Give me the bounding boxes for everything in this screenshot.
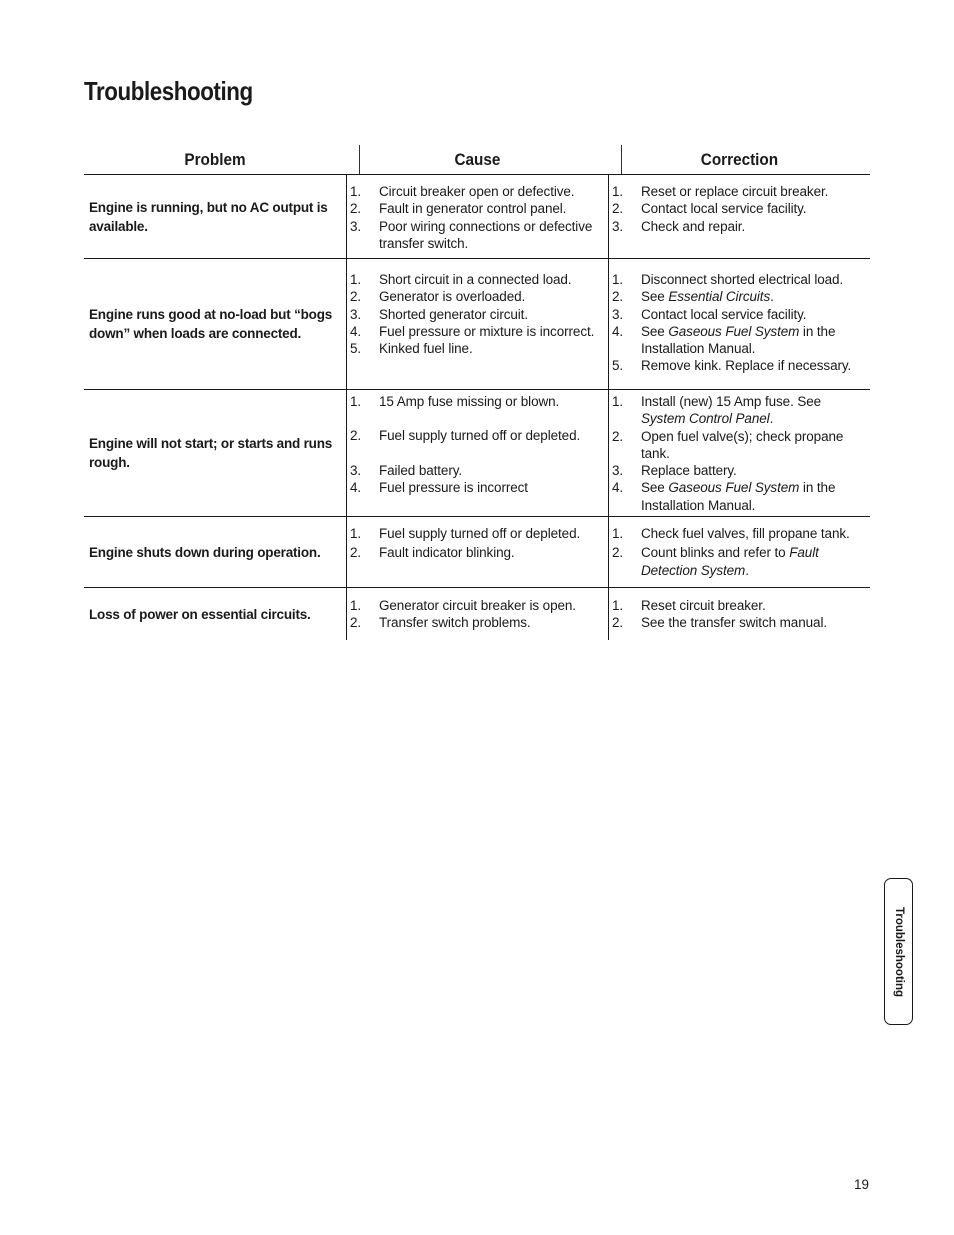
correction-cell <box>608 259 870 389</box>
list-item <box>350 427 608 444</box>
section-side-tab <box>884 878 913 1025</box>
list-item <box>612 428 870 463</box>
item-number: 2. <box>350 544 362 560</box>
correction-cell <box>608 390 870 516</box>
item-number: 2. <box>350 615 362 631</box>
item-number: 4. <box>350 479 362 495</box>
list-item <box>612 306 870 323</box>
item-text-prefix: See <box>641 480 669 496</box>
item-number: 3. <box>612 463 624 479</box>
item-text: Failed battery. <box>379 462 463 478</box>
list-item <box>612 597 870 614</box>
list-item <box>350 200 608 217</box>
item-number: 2. <box>612 428 624 444</box>
item-text: Reset circuit breaker. <box>641 598 766 613</box>
item-text-suffix: . <box>745 563 749 578</box>
item-text-suffix: in the Installation Manual. <box>641 480 836 513</box>
list-item <box>612 614 870 631</box>
list-item <box>612 323 870 358</box>
item-text: Fuel pressure or mixture is incorrect. <box>379 323 595 339</box>
item-number: 4. <box>612 480 624 496</box>
list-item <box>612 200 870 217</box>
item-text: Circuit breaker open or defective. <box>379 184 575 199</box>
item-number: 1. <box>350 272 362 287</box>
list-item <box>612 479 870 514</box>
item-number: 2. <box>612 544 624 560</box>
list-item <box>612 393 870 428</box>
header-correction: Correction <box>621 145 857 174</box>
list-item <box>612 525 870 544</box>
item-text: Shorted generator circuit. <box>379 306 528 322</box>
item-number: 1. <box>612 394 624 409</box>
item-text: See the transfer switch manual. <box>641 615 827 631</box>
cause-cell <box>346 259 608 389</box>
item-text: Fault indicator blinking. <box>379 544 515 560</box>
table-row <box>84 175 870 259</box>
page-number: 19 <box>854 1177 870 1192</box>
item-reference: Gaseous Fuel System <box>668 480 800 496</box>
item-reference: Gaseous Fuel System <box>668 323 800 339</box>
correction-cell <box>608 517 870 587</box>
item-text <box>641 288 870 305</box>
correction-cell <box>608 175 870 258</box>
problem-cell: Engine is running, but no AC output is available. <box>89 199 328 234</box>
cause-cell <box>346 175 608 258</box>
item-number: 1. <box>350 394 362 409</box>
item-number: 3. <box>350 462 362 478</box>
item-text: Replace battery. <box>641 463 737 479</box>
troubleshooting-table <box>84 145 870 640</box>
item-text: Short circuit in a connected load. <box>379 272 572 287</box>
item-number: 2. <box>350 428 362 444</box>
problem-cell: Engine runs good at no-load but “bogs down” when loads are connected. <box>89 307 333 341</box>
item-text-prefix: Count blinks and refer to <box>641 544 790 560</box>
list-item <box>612 218 870 235</box>
item-number: 4. <box>350 323 362 339</box>
item-text <box>641 544 870 581</box>
list-item <box>350 271 608 288</box>
list-item <box>350 544 608 563</box>
item-number: 1. <box>350 598 362 613</box>
item-text: Generator circuit breaker is open. <box>379 598 576 613</box>
list-item <box>350 597 608 614</box>
problem-cell: Engine will not start; or starts and runs rough. <box>89 436 333 470</box>
item-number: 1. <box>612 184 624 199</box>
item-number: 2. <box>612 615 624 631</box>
list-item <box>350 614 608 631</box>
item-text-prefix: Install (new) 15 Amp fuse. See <box>641 394 822 409</box>
problem-cell: Loss of power on essential circuits. <box>89 606 311 622</box>
item-number: 3. <box>612 306 624 322</box>
item-text: Check and repair. <box>641 218 746 234</box>
item-text: Fuel supply turned off or depleted. <box>379 428 581 444</box>
item-text-suffix: . <box>769 411 774 427</box>
list-item <box>350 462 608 479</box>
item-reference: Essential Circuits <box>668 289 771 305</box>
list-item <box>350 323 608 340</box>
list-item <box>350 479 608 496</box>
item-text <box>641 323 870 358</box>
item-number: 2. <box>612 201 624 217</box>
list-item <box>612 183 870 200</box>
item-text-suffix: in the Installation Manual. <box>641 323 836 357</box>
item-text-prefix: See <box>641 289 669 305</box>
item-number: 1. <box>350 526 362 541</box>
item-text-prefix: See <box>641 323 669 339</box>
cause-cell <box>346 588 608 640</box>
problem-cell: Engine shuts down during operation. <box>89 544 321 560</box>
header-cause: Cause <box>359 145 595 174</box>
item-number: 3. <box>350 218 362 234</box>
list-item <box>350 288 608 305</box>
list-item <box>350 218 608 253</box>
table-header <box>84 145 870 175</box>
list-item <box>350 306 608 323</box>
list-item <box>612 462 870 479</box>
item-text: Disconnect shorted electrical load. <box>641 272 844 287</box>
table-row <box>84 259 870 390</box>
item-text: Poor wiring connections or defective transfer switch. <box>379 218 593 251</box>
list-item <box>350 525 608 544</box>
item-text: Remove kink. Replace if necessary. <box>641 358 852 374</box>
item-text: Open fuel valve(s); check propane tank. <box>641 428 844 461</box>
item-text: Contact local service facility. <box>641 201 807 217</box>
item-text: Contact local service facility. <box>641 306 807 322</box>
page-title: Troubleshooting <box>84 76 253 106</box>
table-row <box>84 588 870 640</box>
side-tab-label: Troubleshooting <box>892 906 905 997</box>
item-number: 1. <box>350 184 362 199</box>
item-number: 3. <box>612 218 624 234</box>
header-problem: Problem <box>184 150 246 169</box>
cause-cell <box>346 517 608 587</box>
item-text: Check fuel valves, fill propane tank. <box>641 526 850 541</box>
item-text: 15 Amp fuse missing or blown. <box>379 394 560 409</box>
item-text: Reset or replace circuit breaker. <box>641 184 829 199</box>
list-item <box>612 357 870 374</box>
item-text <box>641 393 870 428</box>
item-text: Fault in generator control panel. <box>379 201 567 217</box>
item-number: 4. <box>612 323 624 339</box>
item-number: 2. <box>350 201 362 217</box>
item-number: 2. <box>350 289 362 305</box>
item-reference: System Control Panel <box>641 411 770 427</box>
list-item <box>612 288 870 305</box>
cause-cell <box>346 390 608 516</box>
correction-cell <box>608 588 870 640</box>
item-number: 3. <box>350 306 362 322</box>
item-number: 5. <box>612 358 624 374</box>
item-number: 1. <box>612 526 624 541</box>
list-item <box>350 183 608 200</box>
table-row <box>84 517 870 588</box>
list-item <box>350 393 608 410</box>
table-row <box>84 390 870 517</box>
item-text: Kinked fuel line. <box>379 341 473 357</box>
item-text: Transfer switch problems. <box>379 615 531 631</box>
item-reference: Fault Detection System <box>641 544 819 578</box>
item-text: Generator is overloaded. <box>379 289 526 305</box>
table-body <box>84 175 870 640</box>
list-item <box>612 544 870 581</box>
item-number: 2. <box>612 289 624 305</box>
item-text: Fuel supply turned off or depleted. <box>379 526 581 541</box>
list-item <box>612 271 870 288</box>
item-text-suffix: . <box>770 289 774 305</box>
list-item <box>350 340 608 357</box>
item-number: 5. <box>350 341 362 357</box>
item-text <box>641 479 870 514</box>
item-text: Fuel pressure is incorrect <box>379 479 528 495</box>
item-number: 1. <box>612 598 624 613</box>
item-number: 1. <box>612 272 624 287</box>
